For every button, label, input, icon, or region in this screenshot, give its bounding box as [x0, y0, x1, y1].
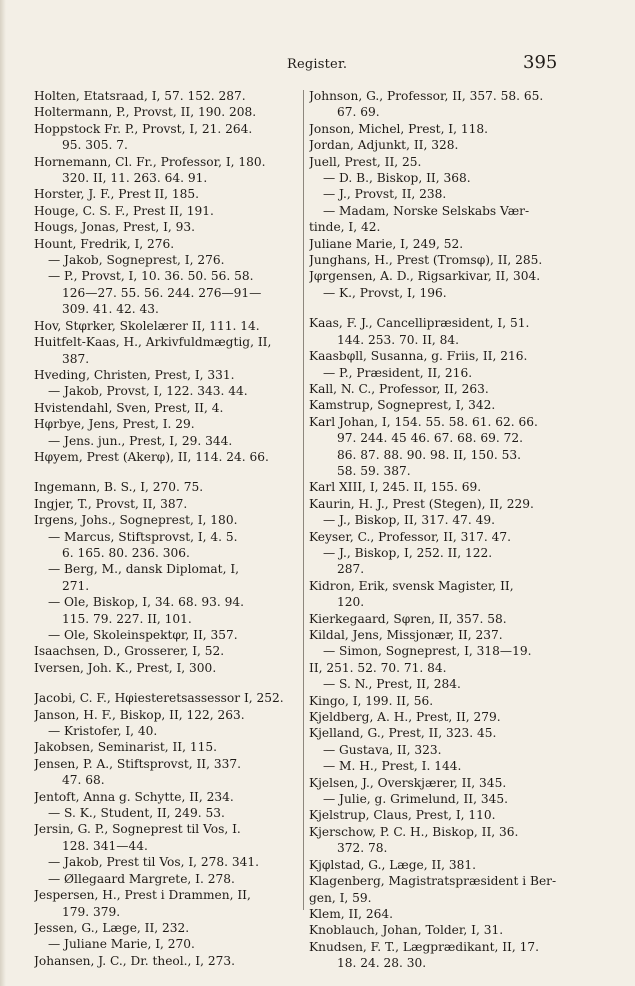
- register-entry-line: 95. 305. 7.: [62, 138, 128, 153]
- register-entry-line: Jordan, Adjunkt, II, 328.: [309, 138, 459, 153]
- register-entry-line: 47. 68.: [62, 773, 105, 788]
- register-entry-line: Hov, Stφrker, Skolelærer II, 111. 14.: [34, 318, 260, 333]
- register-entry-line: 97. 244. 45 46. 67. 68. 69. 72.: [337, 431, 524, 446]
- register-entry-line: — Kristofer, I, 40.: [48, 724, 158, 739]
- register-entry-line: 144. 253. 70. II, 84.: [337, 332, 460, 347]
- register-entry-line: Kjerschow, P. C. H., Biskop, II, 36.: [309, 824, 519, 839]
- register-entry-line: Kjφlstad, G., Læge, II, 381.: [309, 857, 477, 872]
- register-entry-line: Juliane Marie, I, 249, 52.: [309, 236, 464, 251]
- page-title: Register.: [287, 57, 348, 72]
- register-entry-line: Jersin, G. P., Sogneprest til Vos, I.: [34, 822, 241, 837]
- register-entry-line: Hornemann, Cl. Fr., Professor, I, 180.: [34, 154, 266, 169]
- scan-edge-shadow: [0, 0, 6, 986]
- register-entry-line: Kidron, Erik, svensk Magister, II,: [309, 578, 514, 593]
- register-entry-line: Ingemann, B. S., I, 270. 75.: [34, 480, 204, 495]
- register-entry-line: Hφrbye, Jens, Prest, I. 29.: [34, 417, 195, 432]
- register-entry-line: 179. 379.: [62, 904, 121, 919]
- register-entry-line: Iversen, Joh. K., Prest, I, 300.: [34, 660, 217, 675]
- register-entry-line: — Gustava, II, 323.: [323, 742, 442, 757]
- register-group: [34, 690, 302, 969]
- register-entry-line: Hφyem, Prest (Akerφ), II, 114. 24. 66.: [34, 449, 269, 464]
- register-entry-line: Juell, Prest, II, 25.: [309, 154, 422, 169]
- register-entry-line: Jakobsen, Seminarist, II, 115.: [34, 740, 218, 755]
- register-entry-line: 387.: [62, 351, 90, 366]
- register-entry-line: Kildal, Jens, Missjonær, II, 237.: [309, 628, 503, 642]
- register-entry-line: Holtermann, P., Provst, II, 190. 208.: [34, 105, 257, 120]
- register-entry-line: — Berg, M., dansk Diplomat, I,: [48, 562, 240, 577]
- register-entry-line: Kingo, I, 199. II, 56.: [309, 693, 434, 708]
- register-entry-line: 6. 165. 80. 236. 306.: [62, 545, 190, 560]
- register-entry-line: — Madam, Norske Selskabs Vær-: [323, 203, 530, 218]
- register-entry-line: Jensen, P. A., Stiftsprovst, II, 337.: [34, 756, 241, 771]
- register-entry-line: Kjeldberg, A. H., Prest, II, 279.: [309, 710, 501, 725]
- register-entry-line: II, 251. 52. 70. 71. 84.: [309, 660, 447, 675]
- register-entry-line: Kaurin, H. J., Prest (Stegen), II, 229.: [309, 496, 534, 511]
- register-group: [34, 88, 302, 465]
- register-entry-line: — K., Provst, I, 196.: [323, 285, 447, 300]
- register-entry-line: Kjelsen, J., Overskjærer, II, 345.: [309, 775, 507, 790]
- register-entry-line: — Simon, Sogneprest, I, 318—19.: [323, 644, 532, 659]
- register-entry-line: Jentoft, Anna g. Schytte, II, 234.: [34, 789, 234, 804]
- register-entry-line: Klagenberg, Magistratspræsident i Ber-: [309, 874, 557, 889]
- register-entry-line: Keyser, C., Professor, II, 317. 47.: [309, 529, 512, 544]
- register-entry-line: Horster, J. F., Prest II, 185.: [34, 187, 200, 202]
- register-entry-line: Hveding, Christen, Prest, I, 331.: [34, 367, 235, 382]
- register-entry-line: — P., Provst, I, 10. 36. 50. 56. 58.: [48, 269, 254, 284]
- register-entry-line: Junghans, H., Prest (Tromsφ), II, 285.: [309, 253, 543, 268]
- register-entry-line: 115. 79. 227. II, 101.: [62, 611, 192, 626]
- register-entry-line: — Juliane Marie, I, 270.: [48, 937, 195, 952]
- register-entry-line: Jφrgensen, A. D., Rigsarkivar, II, 304.: [309, 269, 541, 284]
- register-entry-line: Jespersen, H., Prest i Drammen, II,: [34, 888, 251, 903]
- register-entry-line: — Jakob, Prest til Vos, I, 278. 341.: [48, 855, 260, 870]
- register-entry-line: 271.: [62, 578, 90, 593]
- register-entry-line: — J., Biskop, I, 252. II, 122.: [323, 545, 493, 560]
- register-entry-line: Ingjer, T., Provst, II, 387.: [34, 496, 188, 511]
- register-entry-line: Kamstrup, Sogneprest, I, 342.: [309, 398, 496, 413]
- register-entry-line: — Øllegaard Margrete, I. 278.: [48, 871, 235, 886]
- register-entry-line: — J., Provst, II, 238.: [323, 187, 447, 202]
- register-entry-line: 126—27. 55. 56. 244. 276—91—: [62, 285, 262, 300]
- register-entry-line: Jacobi, C. F., Hφiesteretsassessor I, 252.: [34, 691, 284, 706]
- register-entry-line: tinde, I, 42.: [309, 220, 381, 235]
- register-entry-line: — J., Biskop, II, 317. 47. 49.: [323, 513, 496, 528]
- register-group: [34, 479, 302, 676]
- register-entry-line: Karl XIII, I, 245. II, 155. 69.: [309, 480, 482, 495]
- register-entry-line: Johnson, G., Professor, II, 357. 58. 65.: [309, 89, 544, 103]
- register-entry-line: Karl Johan, I, 154. 55. 58. 61. 62. 66.: [309, 414, 538, 429]
- register-entry-line: Hoppstock Fr. P., Provst, I, 21. 264.: [34, 121, 253, 136]
- register-entry-line: Kjelland, G., Prest, II, 323. 45.: [309, 726, 497, 741]
- register-entry-line: — D. B., Biskop, II, 368.: [323, 171, 471, 186]
- register-entry-line: — Jens. jun., Prest, I, 29. 344.: [48, 433, 233, 448]
- register-entry-line: — S. K., Student, II, 249. 53.: [48, 806, 225, 821]
- register-entry-line: 67. 69.: [337, 105, 380, 120]
- register-entry-line: Johansen, J. C., Dr. theol., I, 273.: [34, 953, 235, 968]
- register-entry-line: Hount, Fredrik, I, 276.: [34, 236, 175, 251]
- register-entry-line: Hvistendahl, Sven, Prest, II, 4.: [34, 400, 224, 415]
- register-entry-line: Kaas, F. J., Cancellipræsident, I, 51.: [309, 316, 530, 331]
- register-entry-line: — Jakob, Provst, I, 122. 343. 44.: [48, 384, 248, 399]
- register-entry-line: 372. 78.: [337, 841, 388, 856]
- register-entry-line: Isaachsen, D., Grosserer, I, 52.: [34, 644, 225, 659]
- register-entry-line: — Marcus, Stiftsprovst, I, 4. 5.: [48, 529, 238, 544]
- register-entry-line: Klem, II, 264.: [309, 906, 394, 921]
- register-entry-line: 309. 41. 42. 43.: [62, 302, 159, 317]
- register-entry-line: Kaasbφll, Susanna, g. Friis, II, 216.: [309, 349, 528, 364]
- register-column-left: [34, 88, 302, 983]
- register-entry-line: 120.: [337, 595, 365, 610]
- register-entry-line: Janson, H. F., Biskop, II, 122, 263.: [34, 707, 245, 722]
- register-entry-line: 128. 341—44.: [62, 838, 148, 853]
- register-entry-line: 58. 59. 387.: [337, 463, 411, 478]
- register-entry-line: — S. N., Prest, II, 284.: [323, 677, 461, 692]
- register-entry-line: Huitfelt-Kaas, H., Arkivfuldmægtig, II,: [34, 335, 272, 350]
- page-header: [0, 52, 635, 80]
- register-entry-line: 18. 24. 28. 30.: [337, 956, 427, 971]
- register-entry-line: — Julie, g. Grimelund, II, 345.: [323, 792, 508, 807]
- register-entry-line: — M. H., Prest, I. 144.: [323, 759, 462, 774]
- register-entry-line: 320. II, 11. 263. 64. 91.: [62, 171, 208, 186]
- register-entry-line: Irgens, Johs., Sogneprest, I, 180.: [34, 513, 238, 528]
- register-entry-line: 86. 87. 88. 90. 98. II, 150. 53.: [337, 447, 522, 462]
- register-group: [309, 88, 609, 301]
- column-divider: [303, 90, 304, 910]
- register-entry-line: Holten, Etatsraad, I, 57. 152. 287.: [34, 89, 246, 103]
- register-entry-line: 287.: [337, 562, 365, 577]
- register-entry-line: Knoblauch, Johan, Tolder, I, 31.: [309, 923, 504, 938]
- register-entry-line: Kierkegaard, Sφren, II, 357. 58.: [309, 611, 507, 626]
- register-group: [309, 315, 609, 971]
- register-entry-line: — P., Præsident, II, 216.: [323, 365, 473, 380]
- register-entry-line: gen, I, 59.: [309, 890, 372, 905]
- register-entry-line: Jonson, Michel, Prest, I, 118.: [309, 121, 489, 136]
- page-number: 395: [523, 52, 558, 73]
- register-entry-line: Kjelstrup, Claus, Prest, I, 110.: [309, 808, 496, 823]
- register-column-right: [309, 88, 609, 986]
- register-entry-line: Kall, N. C., Professor, II, 263.: [309, 381, 489, 396]
- register-entry-line: — Jakob, Sogneprest, I, 276.: [48, 253, 225, 268]
- register-entry-line: Hougs, Jonas, Prest, I, 93.: [34, 220, 196, 235]
- register-entry-line: — Ole, Skoleinspektφr, II, 357.: [48, 628, 238, 642]
- register-entry-line: — Ole, Biskop, I, 34. 68. 93. 94.: [48, 595, 245, 610]
- register-entry-line: Knudsen, F. T., Lægprædikant, II, 17.: [309, 939, 539, 954]
- register-entry-line: Jessen, G., Læge, II, 232.: [34, 920, 190, 935]
- register-entry-line: Houge, C. S. F., Prest II, 191.: [34, 203, 214, 218]
